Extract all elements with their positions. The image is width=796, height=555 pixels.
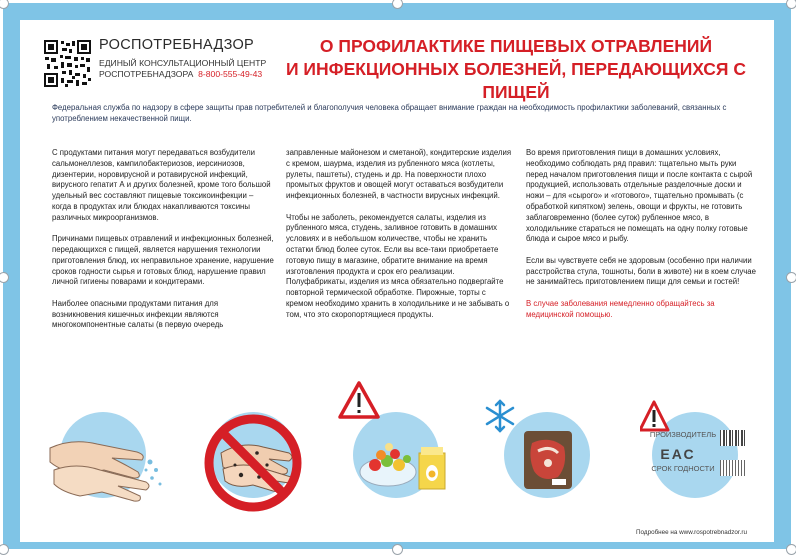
col1-paragraph-2: Причинами пищевых отравлений и инфекционных болезней, передающихся с пищей, является нарушения технологии приготовления блюд, их неправильное хранение, нарушение сроков годности сырья и готовых блюд, нарушение правил личной гигиены поварами и кондитерами. [52, 234, 274, 287]
consult-center-line2 [99, 69, 266, 80]
col3-paragraph-1: Во время приготовления пищи в домашних условиях, необходимо соблюдать ряд правил: тщательно мыть руки перед началом приготовления пищи и после контакта с сырой продукцией, использовать отдельные разделочные доски и ножи – для «сырого» и «готового», тщательно промывать (с обработкой кипятком) зелень, овощи и фрукты, не готовить заблаговременно (более суток) рубленное мясо, в холодильнике стараться не помещать на одну полку готовые блюда и сырое мясо и рыбу. [526, 148, 753, 244]
poster-frame [3, 3, 791, 549]
col1-paragraph-1: С продуктами питания могут передаваться возбудители сальмонеллезов, кампилобактериозов, иерсиниозов, дизентерии, норовирусной и ротавирусной инфекций, вирусного гепатит А и других болезней, кроме того большой удельный вес составляют пищевые токсикоинфекции – когда в продуктах или блюдах накапливаются токсины различных микроорганизмов. [52, 148, 271, 222]
col2-paragraph-1: заправленные майонезом и сметаной), кондитерские изделия с кремом, шаурма, изделия из рубленного мяса (котлеты, рулеты, паштеты), студень и др. На поверхности плохо промытых фруктов и овощей могут оставаться возбудители инфекционных болезней, в частности вирусных инфекций. [286, 148, 512, 201]
hand-washing-icon [42, 400, 172, 515]
edge-handle-bottom [392, 544, 403, 555]
producer-label: ПРОИЗВОДИТЕЛЬ [649, 430, 717, 439]
title-line1: О ПРОФИЛАКТИКЕ ПИЩЕВЫХ ОТРАВЛЕНИЙ [319, 36, 713, 56]
edge-handle-right [786, 272, 796, 283]
product-label [648, 430, 746, 488]
title-line2: И ИНФЕКЦИОННЫХ БОЛЕЗНЕЙ, ПЕРЕДАЮЩИХСЯ С ПИЩЕЙ [285, 59, 747, 102]
eac-mark: ЕАС [660, 446, 696, 462]
col2-paragraph-2: Чтобы не заболеть, рекомендуется салаты, изделия из рубленного мяса, студень, заливное готовить в домашних условиях и в небольшом количестве, чтобы не хранить остатки блюд более суток. Если вы все-таки приобретаете готовую пищу в магазине, обратите внимание на время изготовления продукта и срок его реализации. Полуфабрикаты, изделия из мяса обязательно подвергайте повторной термической обработке. Пирожные, торты с кремом необходимо хранить в холодильнике и не забывать о том, что это скоропортящиеся продукты. [286, 212, 510, 319]
text-column-3 [526, 148, 756, 331]
col3-paragraph-2: Если вы чувствуете себя не здоровым (особенно при наличии расстройства стула, тошноты, боли в животе) ни в коем случае не занимайтесь приготовлением пищи для семьи и гостей! [526, 255, 756, 287]
text-column-2 [286, 148, 514, 331]
text-column-1 [52, 148, 274, 342]
footer-link[interactable]: Подробнее на www.rospotrebnadzor.ru [636, 529, 748, 536]
snowflake-icon [487, 401, 513, 431]
expiry-label: СРОК ГОДНОСТИ [651, 464, 715, 473]
dirty-hands-prohibited-icon [193, 395, 313, 515]
corner-handle-bottom-left [0, 544, 9, 555]
intro-paragraph: Федеральная служба по надзору в сфере защиты прав потребителей и благополучия человека обращает внимание граждан на необходимость профилактики заболеваний, связанных с употреблением некачественной пищи. [52, 103, 727, 123]
corner-handle-top-right [786, 0, 796, 9]
consult-center [99, 58, 266, 80]
consult-center-line1: ЕДИНЫЙ КОНСУЛЬТАЦИОННЫЙ ЦЕНТР [99, 58, 267, 68]
org-name: РОСПОТРЕБНАДЗОР [99, 37, 255, 53]
col3-warning: В случае заболевания немедленно обращайтесь за медицинской помощью. [526, 298, 715, 319]
poster-sheet [20, 20, 774, 542]
poster-title [256, 35, 774, 104]
barcode-icon [720, 430, 746, 446]
qr-code [44, 40, 91, 87]
col1-paragraph-3: Наиболее опасными продуктами питания для возникновения кишечных инфекции являются многокомпонентные салаты (в первую очередь [52, 298, 224, 330]
salad-warning-icon [333, 375, 463, 515]
consult-center-org: РОСПОТРЕБНАДЗОРА [99, 69, 194, 79]
frozen-meat-icon [480, 395, 600, 515]
date-stamp-icon [720, 460, 746, 476]
corner-handle-bottom-right [786, 544, 796, 555]
hotline-phone: 8-800-555-49-43 [198, 69, 263, 79]
